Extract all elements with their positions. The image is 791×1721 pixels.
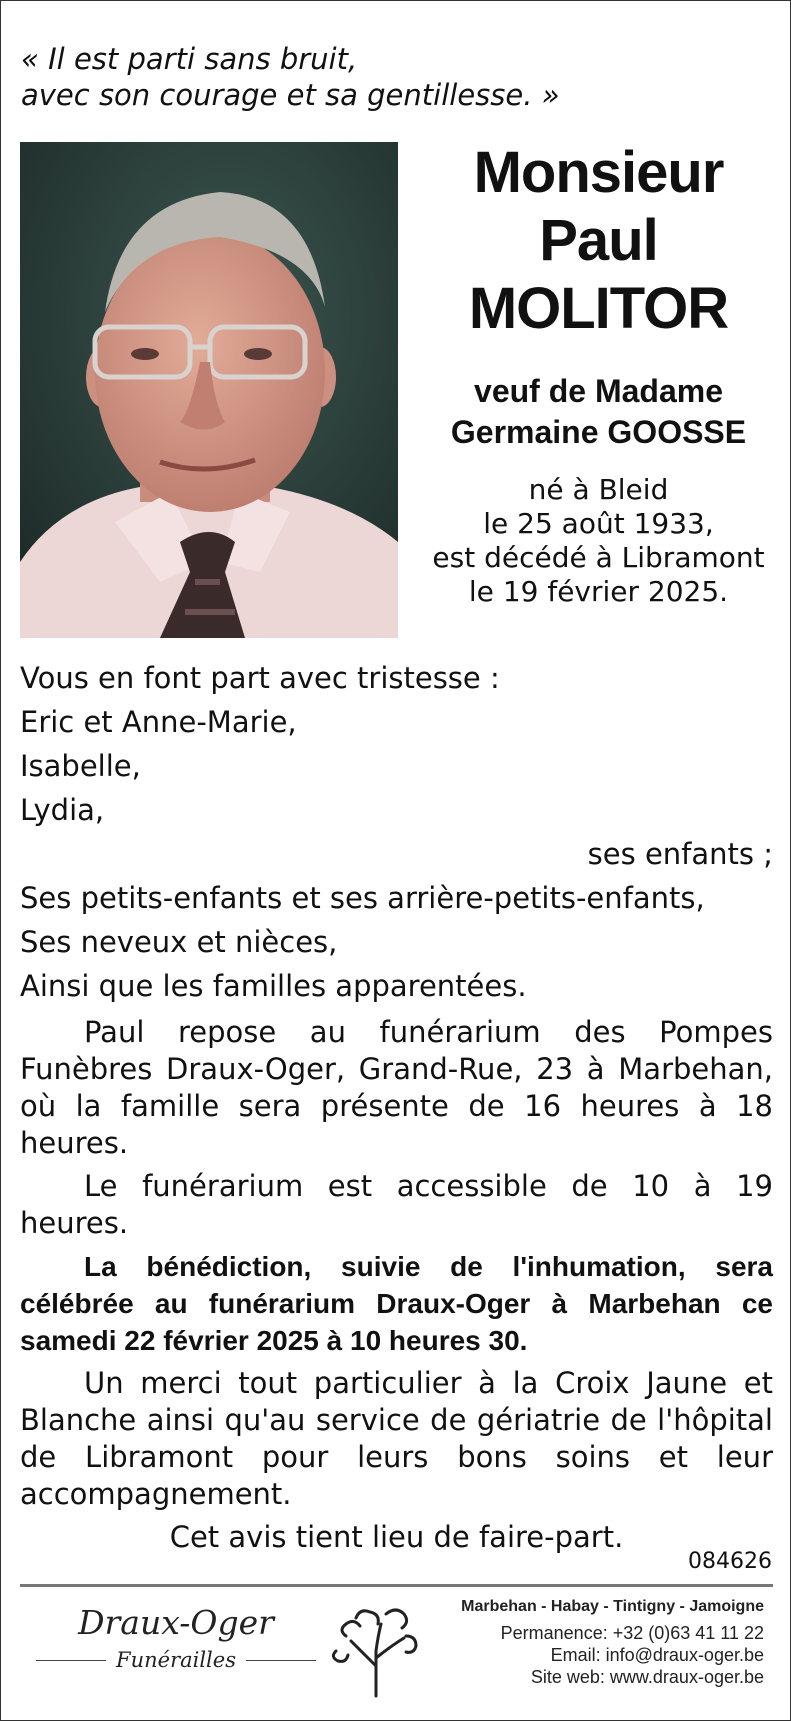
relation-label: ses enfants ;	[587, 837, 773, 871]
divider-left	[36, 1660, 106, 1661]
widow-line-2: Germaine GOOSSE	[450, 414, 747, 450]
family-other: Ainsi que les familles apparentées.	[20, 969, 527, 1003]
email: Email: info@draux-oger.be	[550, 1645, 764, 1665]
family-member: Isabelle,	[20, 749, 141, 783]
deceased-identity	[411, 139, 786, 609]
locations: Marbehan - Habay - Tintigny - Jamoigne	[461, 1598, 764, 1615]
ceremony-paragraph: La bénédiction, suivie de l'inhumation, sera célébrée au funérarium Draux-Oger à Marbehan ce samedi 22 février 2025 à 10 heures 30.	[20, 1251, 773, 1356]
divider-right	[246, 1660, 316, 1661]
website: Site web: www.draux-oger.be	[530, 1667, 764, 1687]
last-name: MOLITOR	[468, 276, 729, 341]
quote-line-2: avec son courage et sa gentillesse. »	[21, 78, 560, 112]
brand-subtitle: Funérailles	[116, 1648, 236, 1672]
family-other: Ses petits-enfants et ses arrière-petits-enfants,	[20, 881, 705, 915]
birth-place: né à Bleid	[528, 473, 669, 506]
reference-number: 084626	[688, 1549, 772, 1574]
portrait-photo	[20, 142, 398, 638]
brand-subtitle-row	[31, 1645, 321, 1675]
hours-paragraph: Le funérarium est accessible de 10 à 19 heures.	[20, 1169, 773, 1240]
honorific: Monsieur	[473, 140, 724, 205]
family-other: Ses neveux et nièces,	[20, 925, 338, 959]
notice-paragraph: Cet avis tient lieu de faire-part.	[169, 1520, 624, 1554]
first-name: Paul	[539, 208, 658, 273]
family-member: Lydia,	[20, 793, 105, 827]
quote-line-1: « Il est parti sans bruit,	[21, 42, 358, 76]
phone: Permanence: +32 (0)63 41 11 22	[500, 1623, 764, 1643]
notice-body	[20, 656, 773, 1556]
thanks-paragraph: Un merci tout particulier à la Croix Jaune et Blanche ainsi qu'au service de gériatrie de l'hôpital de Libramont pour leurs bons soins et leur accompagnement.	[20, 1366, 773, 1511]
footer-divider	[20, 1584, 773, 1587]
life-dates	[411, 473, 786, 609]
funeral-home-logo	[31, 1601, 321, 1675]
birth-date: le 25 août 1933,	[483, 507, 714, 540]
repose-paragraph: Paul repose au funérarium des Pompes Funèbres Draux-Oger, Grand-Rue, 23 à Marbehan, où la famille sera présente de 16 heures à 18 heures.	[20, 1015, 773, 1160]
tree-icon	[326, 1596, 431, 1701]
widow-line-1: veuf de Madame	[474, 373, 723, 409]
death-place: est décédé à Libramont	[432, 541, 765, 574]
widow-of	[411, 371, 786, 453]
contact-block	[424, 1596, 764, 1688]
epitaph-quote	[21, 41, 761, 113]
brand-name: Draux-Oger	[78, 1603, 274, 1642]
family-member: Eric et Anne-Marie,	[20, 705, 297, 739]
family-intro: Vous en font part avec tristesse :	[20, 661, 500, 695]
death-date: le 19 février 2025.	[468, 575, 729, 608]
